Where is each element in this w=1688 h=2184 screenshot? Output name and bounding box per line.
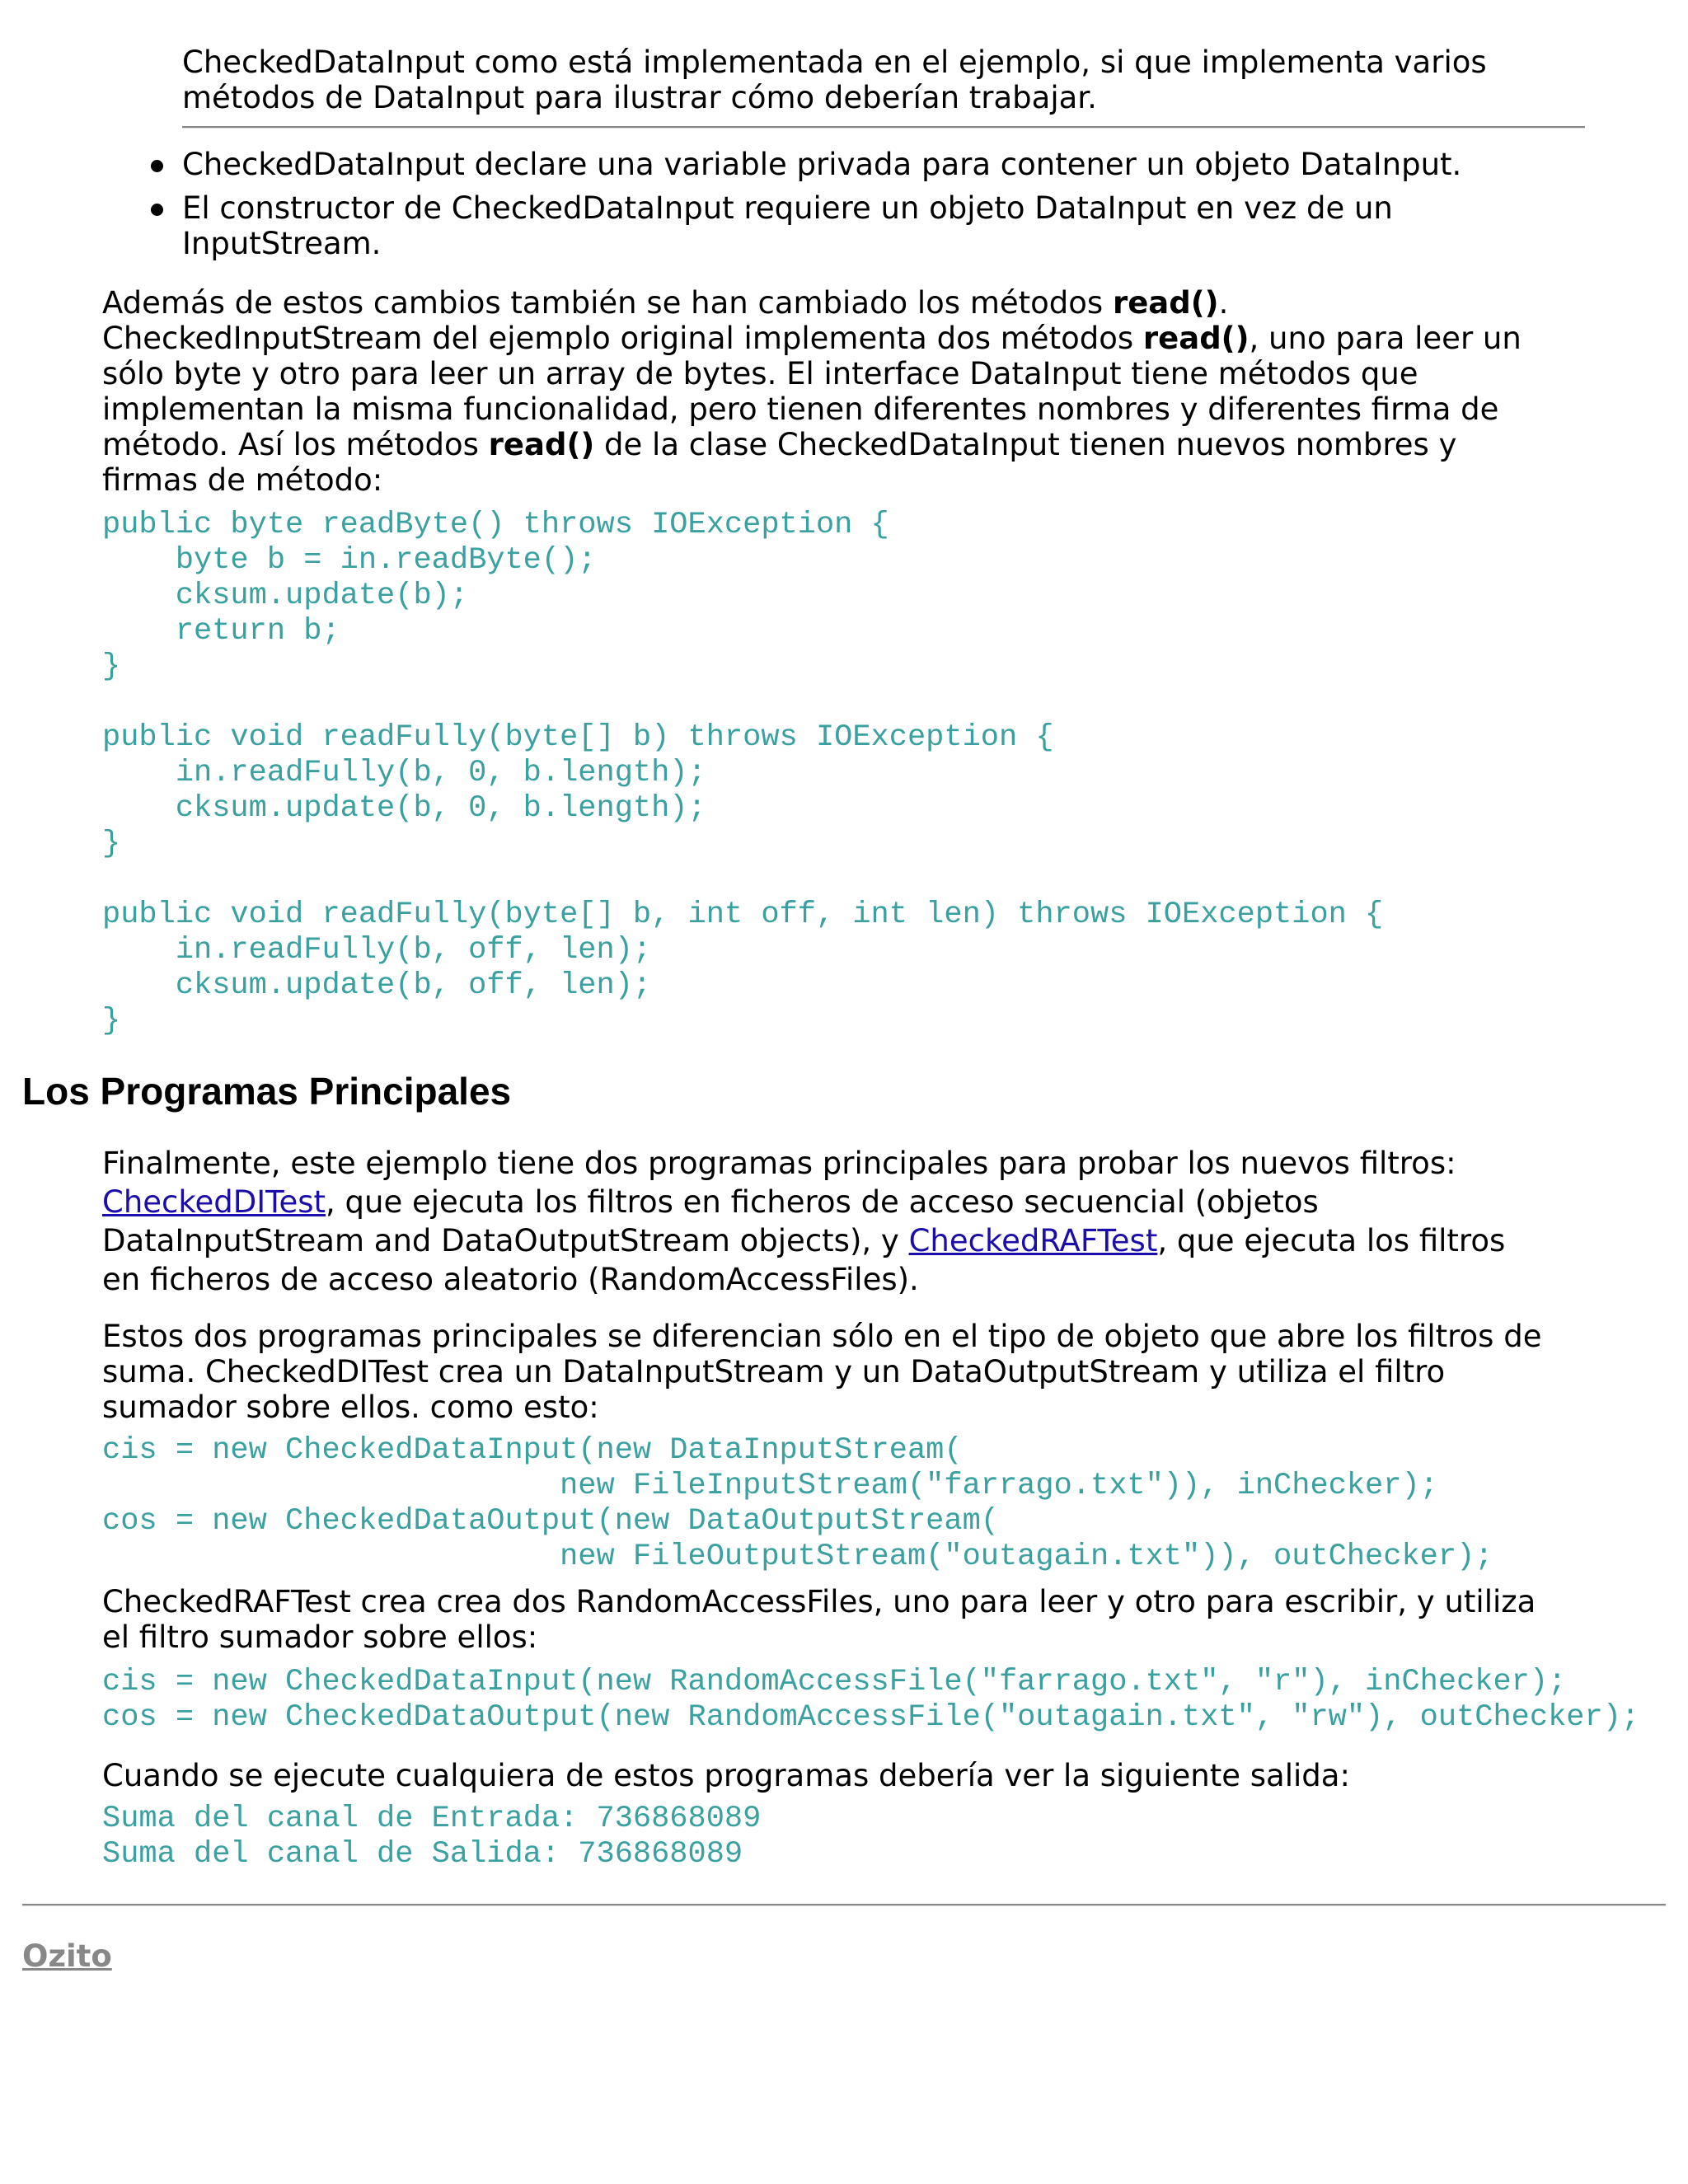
paragraph-line bbox=[102, 1223, 1505, 1258]
checkeddite-link[interactable]: CheckedDITest bbox=[102, 1184, 326, 1220]
note-divider bbox=[182, 126, 1585, 129]
text-span: método. Así los métodos bbox=[102, 427, 489, 462]
code-block-checkeddi: cis = new CheckedDataInput(new DataInputStream( new FileInputStream("farrago.txt")), inChecker); cos = new CheckedDataOutput(new DataOutputStream( new FileOutputStream("outagain.txt")), outChecker); bbox=[102, 1433, 1493, 1574]
list-item bbox=[182, 190, 1461, 261]
paragraph-line bbox=[102, 427, 1522, 462]
paragraph-line: sumador sobre ellos. como esto: bbox=[102, 1390, 599, 1425]
paragraph-line bbox=[102, 321, 1522, 356]
footer-divider bbox=[22, 1904, 1666, 1906]
paragraph-line: firmas de método: bbox=[102, 462, 383, 498]
text-span: , que ejecuta los filtros bbox=[1157, 1223, 1506, 1258]
paragraph-raf bbox=[102, 1584, 1536, 1655]
paragraph-line bbox=[102, 285, 1522, 321]
paragraph-line: implementan la misma funcionalidad, pero tienen diferentes nombres y diferentes firma de bbox=[102, 391, 1499, 427]
text-span: . bbox=[1218, 285, 1229, 321]
code-block-read-methods: public byte readByte() throws IOException { byte b = in.readByte(); cksum.update(b); return b; } public void readFully(byte[] b) throws IOException { in.readFully(b, 0, b.length); cksum.update(b, 0, b.length); } public void readFully(byte[] b, int off, int len) throws IOException { in.readFully(b, off, len); cksum.update(b, off, len); } bbox=[102, 508, 1384, 1038]
paragraph-line bbox=[102, 1184, 1505, 1220]
text-span: DataInputStream and DataOutputStream objects), y bbox=[102, 1223, 909, 1258]
paragraph-line: Finalmente, este ejemplo tiene dos programas principales para probar los nuevos filtros: bbox=[102, 1146, 1456, 1181]
text-span: CheckedInputStream del ejemplo original implementa dos métodos bbox=[102, 321, 1143, 356]
paragraph-main-programs bbox=[102, 1146, 1505, 1297]
intro-note bbox=[182, 45, 1487, 115]
list-item bbox=[182, 147, 1461, 182]
bold-read: read() bbox=[488, 427, 595, 462]
bullet-line: CheckedDataInput declare una variable privada para contener un objeto DataInput. bbox=[182, 147, 1462, 182]
text-span: de la clase CheckedDataInput tienen nuevos nombres y bbox=[594, 427, 1457, 462]
paragraph-line: suma. CheckedDITest crea un DataInputStream y un DataOutputStream y utiliza el filtro bbox=[102, 1354, 1446, 1390]
ozito-link[interactable]: Ozito bbox=[22, 1938, 112, 1974]
bullet-line: InputStream. bbox=[182, 226, 382, 261]
section-title: Los Programas Principales bbox=[22, 1070, 512, 1113]
intro-note-line2: métodos de DataInput para ilustrar cómo deberían trabajar. bbox=[182, 80, 1097, 115]
text-span: Además de estos cambios también se han cambiado los métodos bbox=[102, 285, 1113, 321]
paragraph-line: sólo byte y otro para leer un array de bytes. El interface DataInput tiene métodos que bbox=[102, 356, 1418, 391]
paragraph-line: CheckedRAFTest crea crea dos RandomAccessFiles, uno para leer y otro para escribir, y utiliza bbox=[102, 1584, 1536, 1619]
text-span: , que ejecuta los filtros en ficheros de acceso secuencial (objetos bbox=[326, 1184, 1319, 1220]
bold-read: read() bbox=[1112, 285, 1219, 321]
intro-note-line1: CheckedDataInput como está implementada en el ejemplo, si que implementa varios bbox=[182, 45, 1487, 80]
paragraph-line: en ficheros de acceso aleatorio (RandomAccessFiles). bbox=[102, 1262, 919, 1297]
paragraph-line: Estos dos programas principales se diferencian sólo en el tipo de objeto que abre los filtros de bbox=[102, 1319, 1542, 1354]
bullet-list bbox=[182, 147, 1461, 261]
paragraph-output-intro: Cuando se ejecute cualquiera de estos programas debería ver la siguiente salida: bbox=[102, 1758, 1350, 1793]
paragraph-line: el filtro sumador sobre ellos: bbox=[102, 1619, 538, 1655]
paragraph-difference bbox=[102, 1319, 1541, 1425]
code-block-checkedraf: cis = new CheckedDataInput(new RandomAccessFile("farrago.txt", "r"), inChecker); cos = new CheckedDataOutput(new RandomAccessFile("outagain.txt", "rw"), outChecker); bbox=[102, 1665, 1640, 1735]
paragraph-read-methods bbox=[102, 285, 1522, 498]
text-span: , uno para leer un bbox=[1249, 321, 1522, 356]
checkedraftest-link[interactable]: CheckedRAFTest bbox=[908, 1223, 1158, 1258]
bold-read: read() bbox=[1142, 321, 1250, 356]
bullet-line: El constructor de CheckedDataInput requiere un objeto DataInput en vez de un bbox=[182, 190, 1393, 226]
code-block-output: Suma del canal de Entrada: 736868089 Suma del canal de Salida: 736868089 bbox=[102, 1802, 762, 1872]
